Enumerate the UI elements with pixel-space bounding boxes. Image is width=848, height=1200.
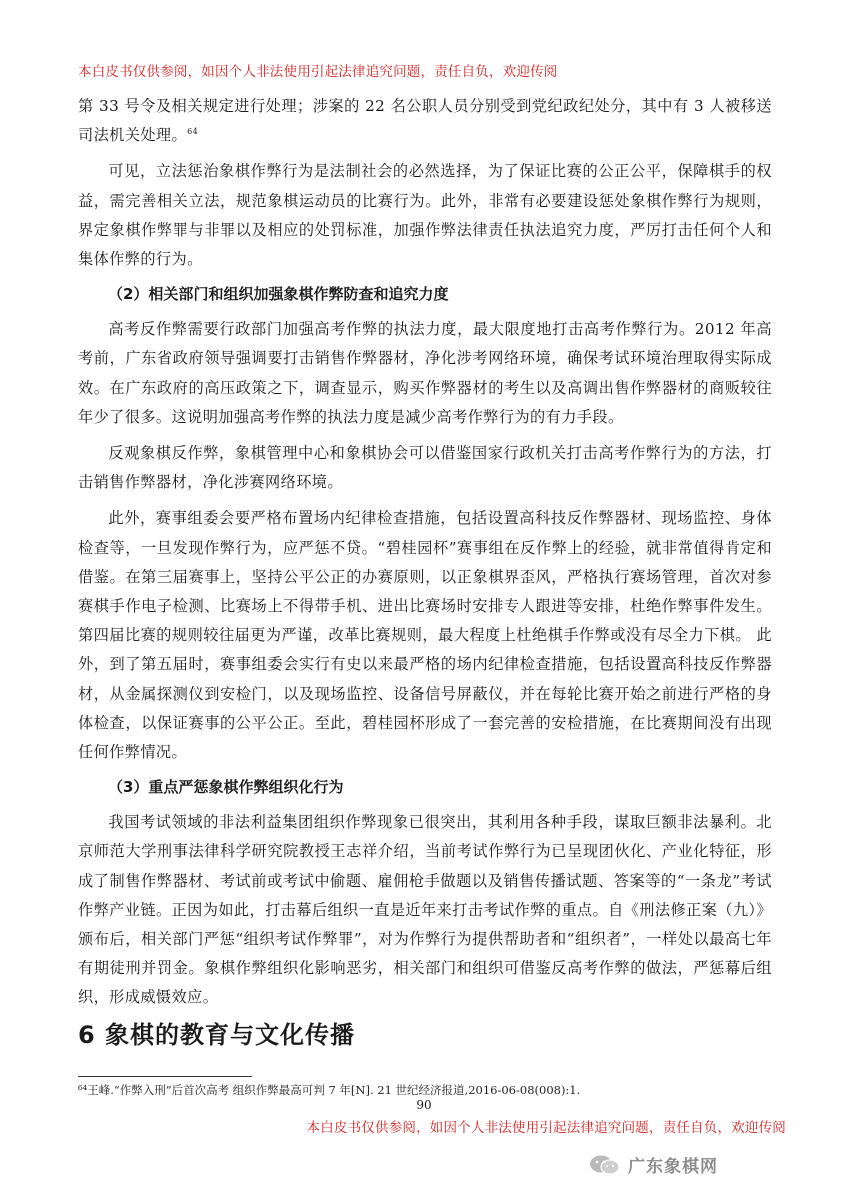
page-body [78,92,772,1020]
paragraph-continued [78,92,772,150]
wechat-icon [588,1154,622,1176]
paragraph-text: 第 33 号令及相关规定进行处理；涉案的 22 名公职人员分别受到党纪政纪处分，其中有 3 人被移送司法机关处理。 [78,97,772,145]
watermark-text: 广东象棋网 [628,1157,718,1177]
paragraph: 反观象棋反作弊，象棋管理中心和象棋协会可以借鉴国家行政机关打击高考作弊行为的方法，打击销售作弊器材，净化涉赛网络环境。 [78,444,772,492]
section-heading-3: （3）重点严惩象棋作弊组织化行为 [108,778,344,797]
footnote: ⁶⁴王峰.“作弊入刑”后首次高考 组织作弊最高可判 7 年[N]. 21 世纪经济报道,2016-06-08(008):1. [78,1083,581,1097]
paragraph: 此外，赛事组委会要严格布置场内纪律检查措施，包括设置高科技反作弊器材、现场监控、身体检查等，一旦发现作弊行为，应严惩不贷。“碧桂园杯”赛事组在反作弊上的经验，就非常值得肯定和借鉴。在第三届赛事上，坚持公平公正的办赛原则，以正象棋界歪风，严格执行赛场管理，首次对参赛棋手作电子检测、比赛场上不得带手机、进出比赛场时安排专人跟进等安排，杜绝作弊事件发生。第四届比赛的规则较往届更为严谨，改革比赛规则，最大程度上杜绝棋手作弊或没有尽全力下棋。 此外，到了第五届时，赛事组委会实行有史以来最严格的场内纪律检查措施，包括设置高科技反作弊器材，从金属探测仪到安检门，以及现场监控、设备信号屏蔽仪，并在每轮比赛开始之前进行严格的身体检查，以保证赛事的公平公正。至此，碧桂园杯形成了一套完善的安检措施，在比赛期间没有出现任何作弊情况。 [78,509,772,762]
section-heading-2: （2）相关部门和组织加强象棋作弊防查和追究力度 [108,285,449,304]
paragraph: 我国考试领域的非法利益集团组织作弊现象已很突出，其利用各种手段，谋取巨额非法暴利。北京师范大学刑事法律科学研究院教授王志祥介绍，当前考试作弊行为已呈现团伙化、产业化特征，形成了制售作弊器材、考试前或考试中偷题、雇佣枪手做题以及销售传播试题、答案等的“一条龙”考试作弊产业链。正因为如此，打击幕后组织一直是近年来打击考试作弊的重点。自《刑法修正案（九）》颁布后，相关部门严惩“组织考试作弊罪”，对为作弊行为提供帮助者和“组织者”，一样处以最高七年有期徒刑并罚金。象棋作弊组织化影响恶劣，相关部门和组织可借鉴反高考作弊的做法，严惩幕后组织，形成威慑效应。 [78,813,772,1007]
page-number: 90 [416,1098,432,1112]
watermark [588,1152,718,1177]
paragraph: 可见，立法惩治象棋作弊行为是法制社会的必然选择，为了保证比赛的公正公平，保障棋手的权益，需完善相关立法，规范象棋运动员的比赛行为。此外，非常有必要建设惩处象棋作弊行为规则，界定象棋作弊罪与非罪以及相应的处罚标准，加强作弊法律责任执法追究力度，严厉打击任何个人和集体作弊的行为。 [78,162,772,269]
header-notice: 本白皮书仅供参阅，如因个人非法使用引起法律追究问题，责任自负，欢迎传阅 [78,64,558,80]
footer-notice: 本白皮书仅供参阅，如因个人非法使用引起法律追究问题，责任自负，欢迎传阅 [306,1120,786,1136]
paragraph: 高考反作弊需要行政部门加强高考作弊的执法力度，最大限度地打击高考作弊行为。2012 年高考前，广东省政府领导强调要打击销售作弊器材，净化涉考网络环境，确保考试环境治理取得实际成效。在广东政府的高压政策之下，调查显示，购买作弊器材的考生以及高调出售作弊器材的商贩较往年少了很多。这说明加强高考作弊的执法力度是减少高考作弊行为的有力手段。 [78,320,772,426]
chapter-heading: 6 象棋的教育与文化传播 [78,1021,356,1049]
footnote-ref[interactable]: 64 [187,127,199,137]
footnote-divider [78,1076,252,1077]
